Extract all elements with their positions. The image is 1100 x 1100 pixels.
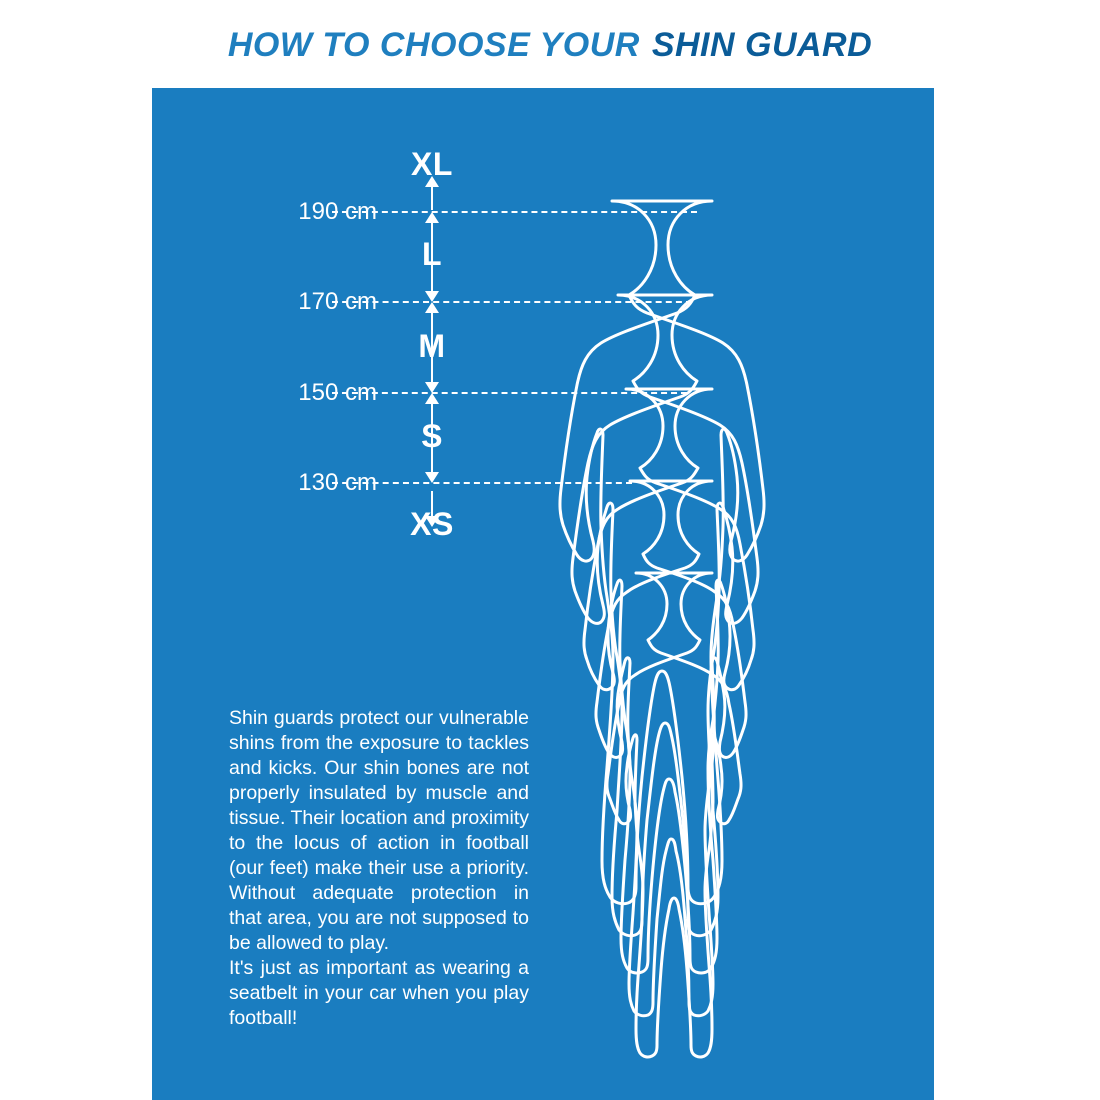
arrow-bar-xs (431, 491, 433, 517)
arrow-head-xl-up (425, 176, 439, 187)
blue-panel (152, 88, 934, 1100)
arrow-head-xs-down (425, 516, 439, 527)
height-label-190: 190 cm (298, 198, 377, 225)
arrow-head-m-up (425, 302, 439, 313)
size-scale (152, 88, 572, 608)
page-title (0, 26, 1100, 65)
size-label-m: M (418, 328, 446, 364)
size-label-xl: XL (411, 146, 453, 182)
arrow-head-l-up (425, 212, 439, 223)
silhouette-s (596, 481, 746, 1016)
height-label-170: 170 cm (298, 288, 377, 315)
description-text (229, 706, 529, 1031)
height-label-130: 130 cm (298, 469, 377, 496)
height-label-150: 150 cm (298, 379, 377, 406)
page-title-part2: SHIN GUARD (651, 26, 873, 64)
description-paragraph-1: Shin guards protect our vulnerable shins from the exposure to tackles and kicks. Our shin bones are not properly insulated by muscle and tissue. Their location and proximity to the locus of action in football (our feet) make their use a priority. Without adequate protection in that area, you are not supposed to be allowed to play. (229, 707, 529, 954)
description-paragraph-2: It's just as important as wearing a seatbelt in your car when you play football! (229, 957, 529, 1029)
body-silhouettes (512, 193, 912, 1093)
arrow-head-s-up (425, 393, 439, 404)
size-label-l: L (421, 236, 443, 272)
arrow-bar-xl (431, 184, 433, 210)
arrow-bar-l (431, 220, 433, 292)
arrow-head-s-down (425, 472, 439, 483)
size-label-xs: XS (410, 506, 454, 542)
size-label-s: S (421, 418, 443, 454)
arrow-bar-m (431, 310, 433, 383)
arrow-head-l-down (425, 291, 439, 302)
page-title-part1: HOW TO CHOOSE YOUR (227, 26, 640, 64)
arrow-head-m-down (425, 382, 439, 393)
arrow-bar-s (431, 401, 433, 473)
